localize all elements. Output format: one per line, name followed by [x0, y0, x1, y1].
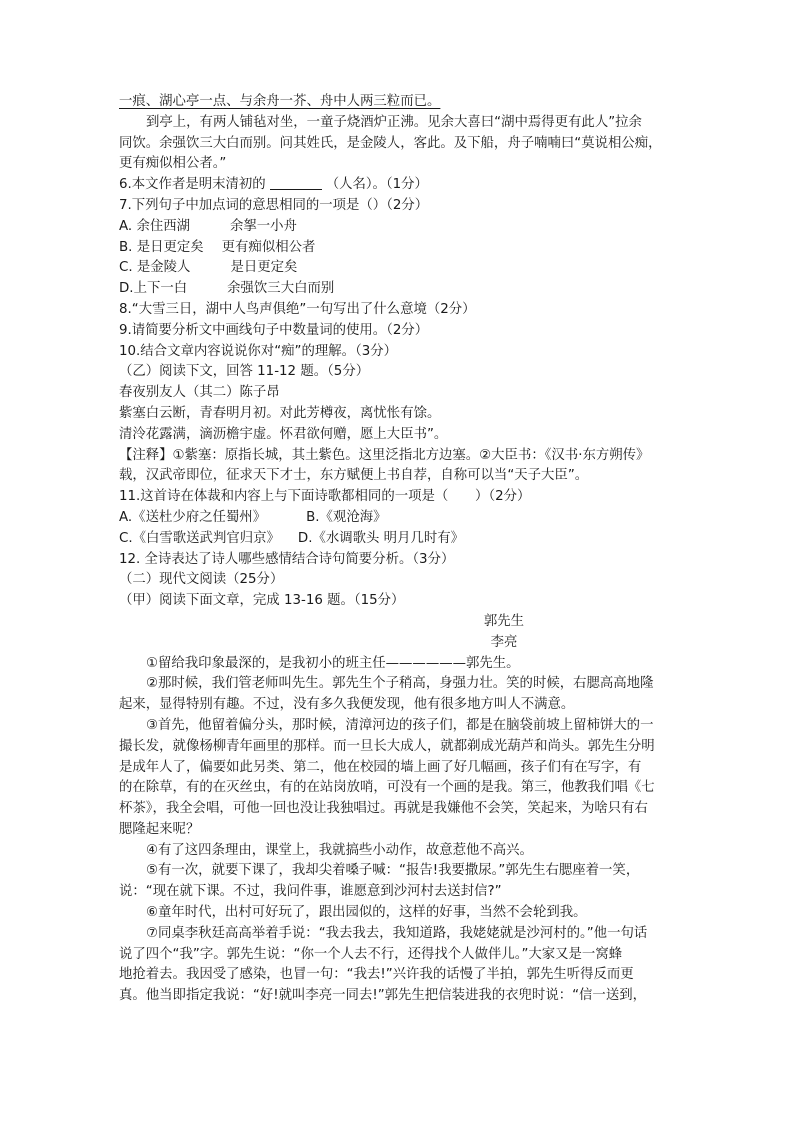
option-a [119, 217, 679, 238]
question-11: 11.这首诗在体裁和内容上与下面诗歌都相同的一项是（ ）（2分） [119, 489, 531, 505]
section-heading: （二）现代文阅读（25分） [119, 572, 284, 588]
question-10: 10.结合文章内容说说你对“痴”的理解。（3分） [119, 343, 398, 359]
option-right: 余强饮三大白而别 [227, 281, 335, 297]
option-left: A. 余住西湖 [119, 218, 190, 234]
option-c [119, 258, 679, 279]
question-8: 8.“大雪三日，湖中人鸟声俱绝”一句写出了什么意境（2分） [119, 301, 476, 317]
paragraph-line: ⑤有一次，就要下课了，我却尖着嗓子喊：“报告!我要撒尿。”郭先生右腮座着一笑， [146, 863, 640, 879]
option-d: D.《水调歌头 明月几时有》 [297, 530, 465, 546]
question-6 [119, 175, 679, 196]
poem-title: 春夜别友人（其二）陈子昂 [119, 385, 280, 401]
paragraph-line: 到亭上，有两人铺毡对坐，一童子烧酒炉正沸。见余大喜曰“湖中焉得更有此人”拉余 [146, 114, 642, 130]
paragraph-line: 撮长发，就像杨柳青年画里的那样。而一旦长大成人，就都剃成光葫芦和尚头。郭先生分明 [119, 738, 655, 754]
section-heading: （甲）阅读下面文章，完成 13-16 题。（15分） [119, 593, 405, 609]
underlined-sentence: 一痕、湖心亭一点、与余舟一芥、舟中人两三粒而已。 [119, 94, 441, 109]
paragraph-line: 杯茶》，我全会唱，可他一回也没让我独唱过。再就是我嫌他不会笑，笑起来，为啥只有右 [119, 801, 648, 817]
paragraph-line: 的在除草，有的在灭丝虫，有的在站岗放哨，可没有一个画的是我。第三，他教我们唱《七 [119, 780, 655, 796]
annotation: 【注释】①紫塞：原指长城，其土紫色。这里泛指北方边塞。②大臣书：《汉书·东方朔传》 [119, 447, 650, 463]
option-row [119, 508, 679, 529]
text-column [119, 92, 679, 1007]
poem-line: 紫塞白云断，青春明月初。对此芳樽夜，离忧怅有馀。 [119, 405, 441, 421]
option-row [119, 529, 679, 550]
option-d [119, 279, 679, 300]
option-a: A.《送杜少府之任蜀州》 [119, 509, 267, 525]
paragraph-line: ②那时候，我们管老师叫先生。郭先生个子稍高，身强力壮。笑的时候，右腮高高地隆 [146, 676, 654, 692]
answer-blank[interactable] [270, 175, 322, 190]
option-left: C. 是金陵人 [119, 260, 191, 276]
paragraph-line: ①留给我印象最深的，是我初小的班主任——————郭先生。 [146, 655, 520, 671]
option-left: B. 是日更定矣 [119, 239, 204, 255]
option-right: 是日更定矣 [230, 260, 298, 276]
question-7: 7.下列句子中加点词的意思相同的一项是（）（2分） [119, 197, 429, 213]
paragraph-line: 说了四个“我”字。郭先生说：“你一个人去不行，还得找个人做伴儿。”大家又是一窝蜂 [119, 946, 623, 962]
option-left: D.上下一白 [119, 281, 188, 297]
article-author: 李亮 [490, 634, 518, 650]
question-9: 9.请简要分析文中画线句子中数量词的使用。（2分） [119, 322, 429, 338]
paragraph-line: 地抢着去。我因受了感染，也冒一句：“我去!”兴许我的话慢了半拍，郭先生听得反而更 [119, 967, 634, 983]
paragraph-line: ④有了这四条理由，课堂上，我就搞些小动作，故意惹他不高兴。 [146, 842, 533, 858]
paragraph-line: 说：“现在就下课。不过，我问件事，谁愿意到沙河村去送封信?” [119, 884, 502, 900]
option-b [119, 238, 679, 259]
option-c: C.《白雪歌送武判官归京》 [119, 530, 280, 546]
section-heading: （乙）阅读下文，回答 11-12 题。（5分） [119, 364, 370, 380]
paragraph-line: 腮隆起来呢？ [119, 821, 200, 837]
paragraph-line: 真。他当即指定我说：“好!就叫李亮一同去!”郭先生把信装进我的衣兜时说：“信一送到， [119, 988, 646, 1004]
paragraph-line: ③首先，他留着偏分头，那时候，清漳河边的孩子们，都是在脑袋前坡上留柿饼大的一 [146, 717, 654, 733]
article-title: 郭先生 [483, 613, 525, 629]
question-12: 12. 全诗表达了诗人哪些感情结合诗句简要分析。（3分） [119, 551, 455, 567]
poem-line: 清泠花露满，滴沥檐宇虚。怀君欲何赠，愿上大臣书”。 [119, 426, 448, 442]
paragraph-line: ⑦同桌李秋廷高高举着手说：“我去我去，我知道路，我姥姥就是沙河村的。”他一句话 [146, 925, 648, 941]
option-b: B.《观沧海》 [306, 509, 387, 525]
question-text: （人名）。（1分） [325, 177, 428, 193]
option-right: 余挐一小舟 [230, 218, 297, 234]
paragraph-line: ⑥童年时代，出村可好玩了，跟出园似的，这样的好事，当然不会轮到我。 [146, 905, 587, 921]
question-text: 6.本文作者是明末清初的 [119, 177, 266, 193]
paragraph-line: 同饮。余强饮三大白而别。问其姓氏，是金陵人，客此。及下船，舟子喃喃曰“莫说相公痴， [119, 135, 662, 151]
annotation: 载，汉武帝即位，征求天下才士，东方赋便上书自荐，自称可以当“天子大臣”。 [119, 468, 589, 484]
paragraph-line: 更有痴似相公者。” [119, 156, 227, 172]
option-right: 更有痴似相公者 [221, 239, 316, 255]
paragraph-line: 起来，显得特别有趣。不过，没有多久我便发现，他有很多地方叫人不满意。 [119, 697, 575, 713]
paragraph-line: 是成年人了，偏要如此另类、第二，他在校园的墙上画了好几幅画，孩子们有在写字，有 [119, 759, 642, 775]
